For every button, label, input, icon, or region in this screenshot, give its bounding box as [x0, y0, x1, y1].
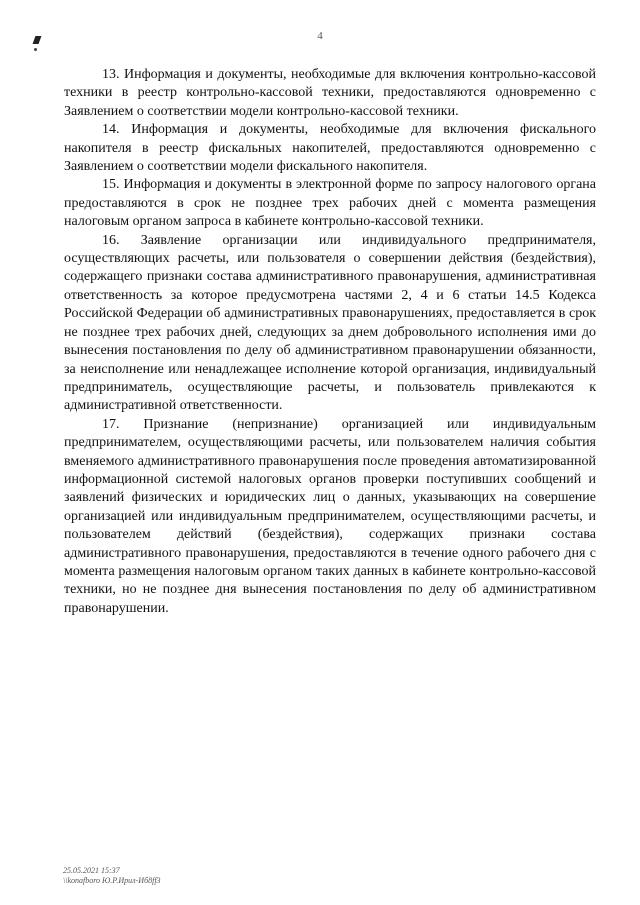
scan-artifact-dot — [34, 48, 37, 51]
paragraph-15: 15. Информация и документы в электронной форме по запросу налогового органа предоставляются в срок не позднее трех рабочих дней с момента размещения налоговым органом запроса в кабинете контрольно-кассовой техники. — [64, 177, 596, 230]
document-footer — [63, 866, 161, 886]
footer-timestamp: 25.05.2021 15:37 — [63, 866, 120, 875]
page-number: 4 — [317, 30, 323, 42]
paragraph-13: 13. Информация и документы, необходимые для включения контрольно-кассовой техники в реестр контрольно-кассовой техники, предоставляются одновременно с Заявлением о соответствии модели контрольно-кассовой техники. — [64, 67, 596, 119]
footer-file-path: \\konafboro Ю.Р.Ирил-Иб8ff3 — [63, 876, 161, 885]
paragraph-17: 17. Признание (непризнание) организацией или индивидуальным предпринимателем, осуществляющими расчеты, или пользователем наличия события вменяемого административного правонарушения после проведения автоматизированной информационной системой налоговых органов проверки поступивших сообщений и заявлений физических и юридических лиц о данных, указывающих на совершение организацией или индивидуальным предпринимателем, осуществляющими расчеты, и пользователем действий (бездействия), содержащих признаки состава административного правонарушения, предоставляются в течение одного рабочего дня с момента размещения налоговым органом таких данных в кабинете контрольно-кассовой техники, но не позднее дня вынесения постановления по делу об административном правонарушении. — [64, 416, 596, 616]
paragraph-14: 14. Информация и документы, необходимые для включения фискального накопителя в реестр фискальных накопителей, предоставляются одновременно с Заявлением о соответствии модели фискального накопителя. — [64, 122, 596, 175]
paragraph-16: 16. Заявление организации или индивидуального предпринимателя, осуществляющих расчеты, или пользователя о совершении действия (бездействия), содержащего признаки состава административного правонарушения, административная ответственность за которое предусмотрена частями 2, 4 и 6 статьи 14.5 Кодекса Российской Федерации об административных правонарушениях, предоставляется в срок не позднее трех рабочих дней, следующих за днем добровольного исполнения ими до вынесения постановления по делу об административном правонарушении обязанности, за неисполнение или ненадлежащее исполнение которой организация, индивидуальный предприниматель, осуществляющие расчеты, и пользователь привлекаются к административной ответственности. — [64, 232, 596, 414]
document-body — [64, 66, 596, 618]
